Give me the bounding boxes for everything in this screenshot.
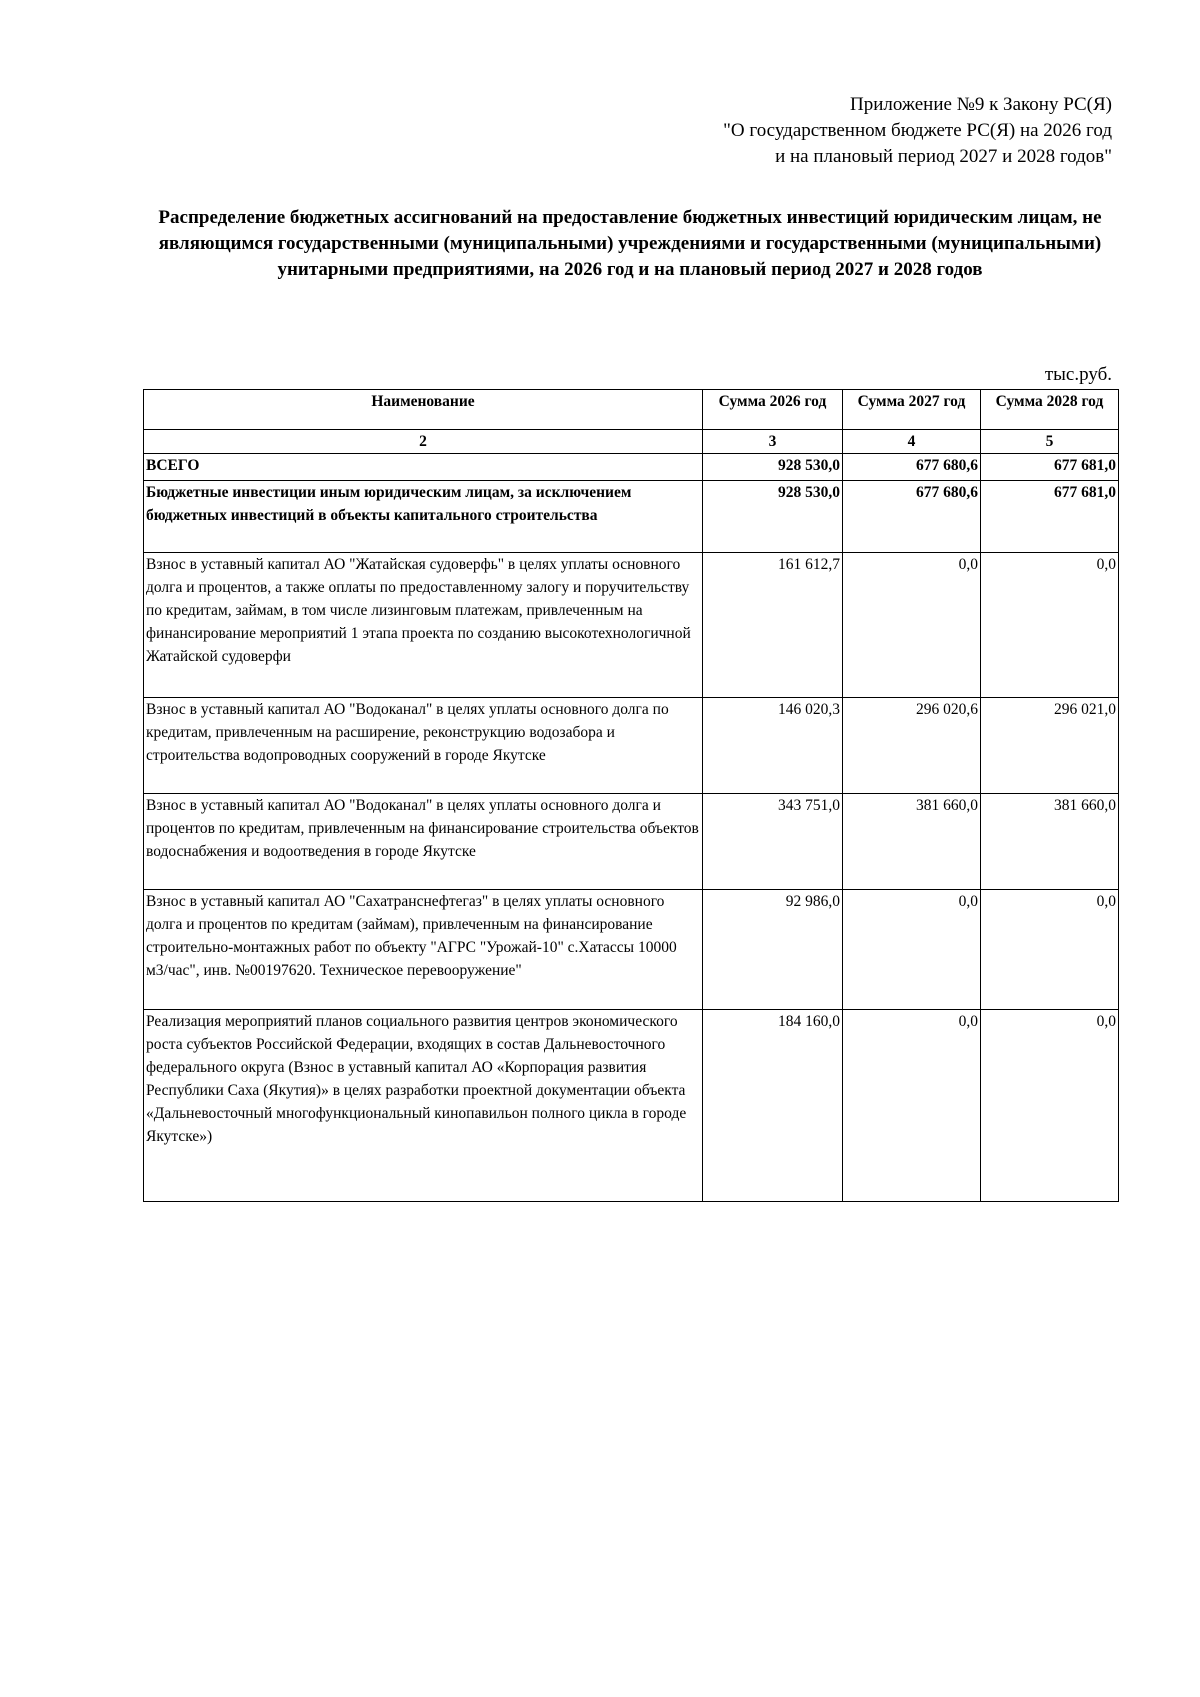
row-2026: 92 986,0 bbox=[703, 890, 843, 1010]
table-row-total bbox=[144, 454, 1119, 481]
row-2026: 928 530,0 bbox=[703, 481, 843, 553]
column-header-name: Наименование bbox=[144, 390, 703, 430]
row-name: Бюджетные инвестиции иным юридическим лицам, за исключением бюджетных инвестиций в объекты капитального строительства bbox=[144, 481, 703, 553]
row-2028: 0,0 bbox=[981, 890, 1119, 1010]
column-number-2: 2 bbox=[144, 430, 703, 454]
row-name: Взнос в уставный капитал АО "Водоканал" в целях уплаты основного долга и процентов по кредитам, привлеченным на финансирование строительства объектов водоснабжения и водоотведения в городе Якутске bbox=[144, 794, 703, 890]
row-name: Реализация мероприятий планов социального развития центров экономического роста субъектов Российской Федерации, входящих в состав Дальневосточного федерального округа (Взнос в уставный капитал АО «Корпорация развития Республики Саха (Якутия)» в целях разработки проектной документации объекта «Дальневосточный многофункциональный кинопавильон полного цикла в городе Якутске») bbox=[144, 1010, 703, 1202]
row-2028: 0,0 bbox=[981, 553, 1119, 698]
row-2027: 0,0 bbox=[843, 1010, 981, 1202]
column-header-2027: Сумма 2027 год bbox=[843, 390, 981, 430]
row-2028: 296 021,0 bbox=[981, 698, 1119, 794]
row-2028: 677 681,0 bbox=[981, 454, 1119, 481]
row-name: Взнос в уставный капитал АО "Жатайская судоверфь" в целях уплаты основного долга и процентов, а также оплаты по предоставленному залогу и поручительству по кредитам, займам, в том числе лизинговым платежам, привлеченным на финансирование мероприятий 1 этапа проекта по созданию высокотехнологичной Жатайской судоверфи bbox=[144, 553, 703, 698]
table-header-row bbox=[144, 390, 1119, 430]
row-2027: 677 680,6 bbox=[843, 454, 981, 481]
table-row bbox=[144, 890, 1119, 1010]
row-2027: 0,0 bbox=[843, 553, 981, 698]
column-number-4: 4 bbox=[843, 430, 981, 454]
budget-table bbox=[143, 389, 1119, 1202]
document-title: Распределение бюджетных ассигнований на предоставление бюджетных инвестиций юридическим лицам, не являющимся государственными (муниципальными) учреждениями и государственными (муниципальными) унитарными предприятиями, на 2026 год и на плановый период 2027 и 2028 годов bbox=[158, 207, 1102, 280]
column-number-row bbox=[144, 430, 1119, 454]
table-row bbox=[144, 1010, 1119, 1202]
row-2026: 928 530,0 bbox=[703, 454, 843, 481]
column-number-3: 3 bbox=[703, 430, 843, 454]
row-name: Взнос в уставный капитал АО "Сахатранснефтегаз" в целях уплаты основного долга и процентов по кредитам (займам), привлеченным на финансирование строительно-монтажных работ по объекту "АГРС "Урожай-10" с.Хатассы 10000 м3/час", инв. №00197620. Техническое перевооружение" bbox=[144, 890, 703, 1010]
appendix-line-2: "О государственном бюджете РС(Я) на 2026 год bbox=[723, 120, 1112, 141]
row-2028: 677 681,0 bbox=[981, 481, 1119, 553]
appendix-line-3: и на плановый период 2027 и 2028 годов" bbox=[775, 146, 1112, 167]
row-2027: 0,0 bbox=[843, 890, 981, 1010]
table-row bbox=[144, 553, 1119, 698]
row-name: ВСЕГО bbox=[144, 454, 703, 481]
row-name: Взнос в уставный капитал АО "Водоканал" в целях уплаты основного долга по кредитам, привлеченным на расширение, реконструкцию водозабора и строительства водопроводных сооружений в городе Якутске bbox=[144, 698, 703, 794]
row-2027: 677 680,6 bbox=[843, 481, 981, 553]
column-header-2026: Сумма 2026 год bbox=[703, 390, 843, 430]
row-2026: 184 160,0 bbox=[703, 1010, 843, 1202]
row-2026: 161 612,7 bbox=[703, 553, 843, 698]
row-2028: 381 660,0 bbox=[981, 794, 1119, 890]
column-header-2028: Сумма 2028 год bbox=[981, 390, 1119, 430]
row-2027: 381 660,0 bbox=[843, 794, 981, 890]
row-2026: 146 020,3 bbox=[703, 698, 843, 794]
table-row-subtotal bbox=[144, 481, 1119, 553]
column-number-5: 5 bbox=[981, 430, 1119, 454]
table-row bbox=[144, 698, 1119, 794]
appendix-line-1: Приложение №9 к Закону РС(Я) bbox=[849, 94, 1112, 115]
row-2028: 0,0 bbox=[981, 1010, 1119, 1202]
table-row bbox=[144, 794, 1119, 890]
units-label: тыс.руб. bbox=[1044, 364, 1112, 385]
row-2026: 343 751,0 bbox=[703, 794, 843, 890]
appendix-header bbox=[552, 92, 1112, 170]
row-2027: 296 020,6 bbox=[843, 698, 981, 794]
